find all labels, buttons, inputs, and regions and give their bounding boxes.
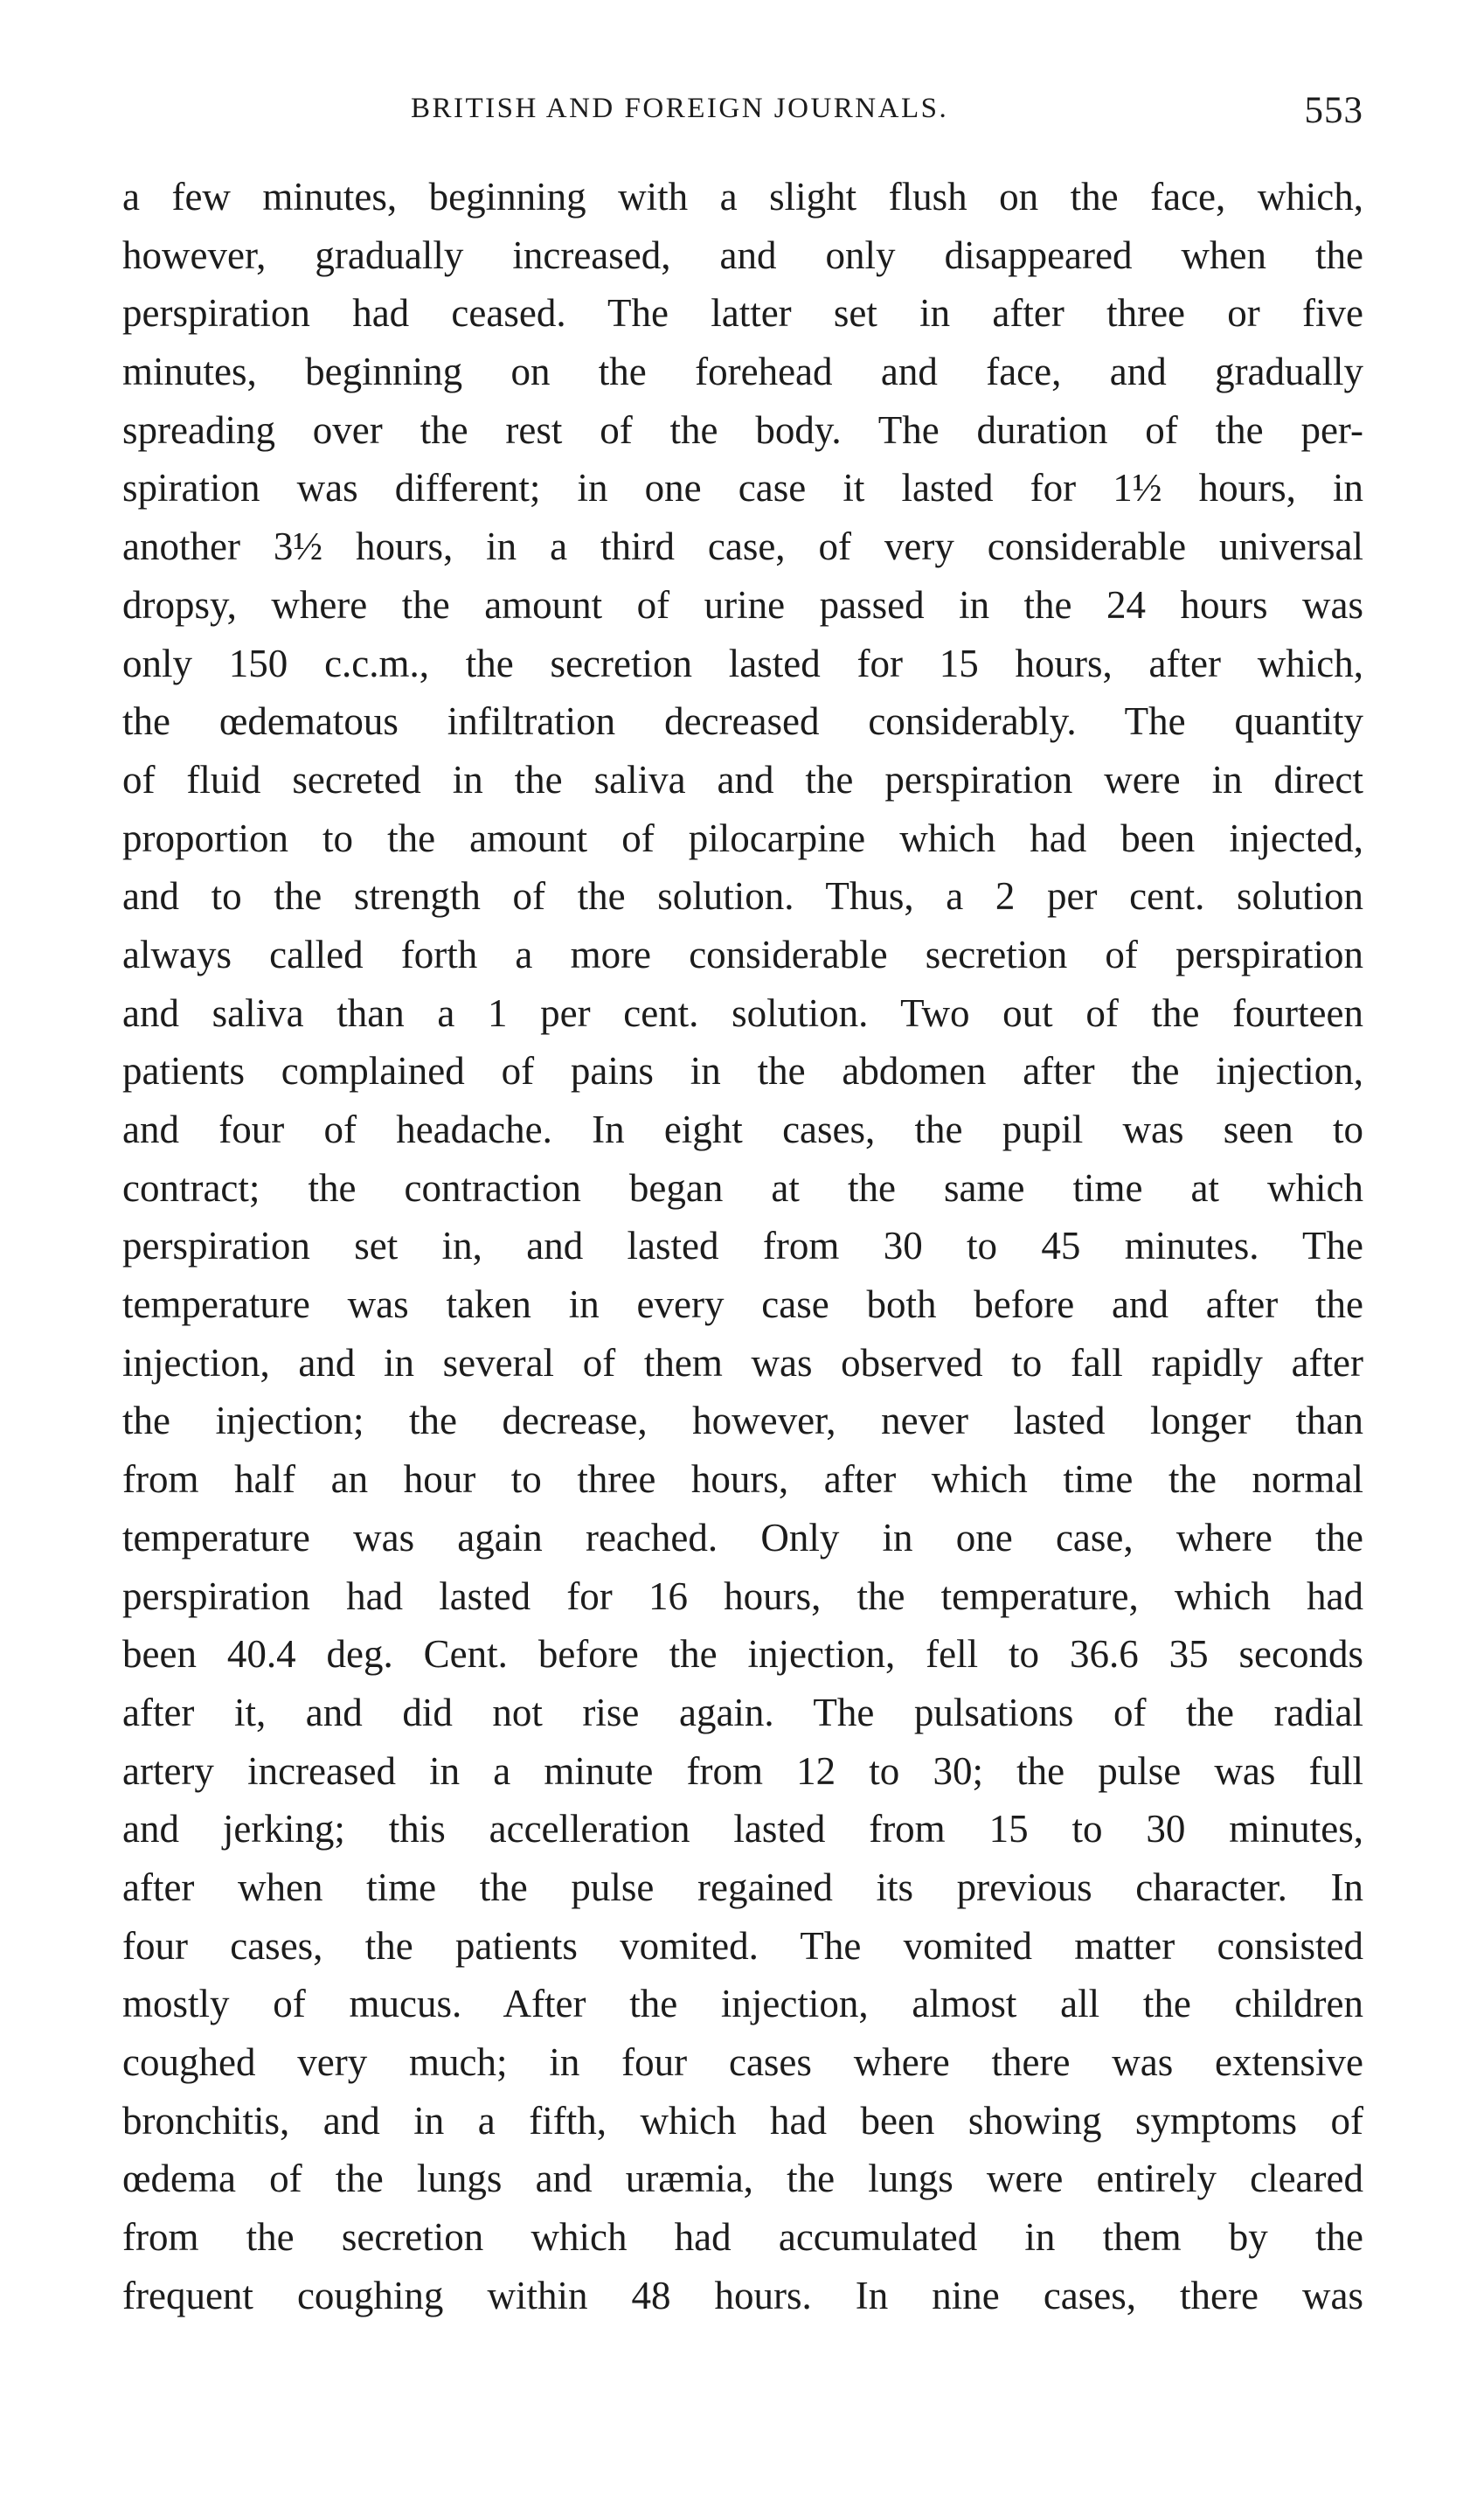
text-line: the œdematous infiltration decreased considerably. The quantity (122, 699, 1363, 744)
text-line: and saliva than a 1 per cent. solution. Two out of the fourteen (122, 990, 1363, 1035)
body-text (122, 168, 1363, 2324)
text-line: perspiration had ceased. The latter set in after three or five (122, 291, 1363, 336)
text-line: four cases, the patients vomited. The vomited matter consisted (122, 1923, 1363, 1968)
text-line: from half an hour to three hours, after which time the normal (122, 1457, 1363, 1502)
text-line: artery increased in a minute from 12 to 30; the pulse was full (122, 1748, 1363, 1793)
text-line: dropsy, where the amount of urine passed in the 24 hours was (122, 582, 1363, 627)
page-number: 553 (1304, 90, 1363, 131)
text-line: and to the strength of the solution. Thus, a 2 per cent. solution (122, 874, 1363, 919)
text-line: a few minutes, beginning with a slight flush on the face, which, (122, 175, 1363, 219)
text-line: contract; the contraction began at the same time at which (122, 1165, 1363, 1210)
text-line: minutes, beginning on the forehead and face, and gradually (122, 350, 1363, 394)
text-line: the injection; the decrease, however, never lasted longer than (122, 1399, 1363, 1443)
text-line: proportion to the amount of pilocarpine which had been injected, (122, 816, 1363, 860)
text-line: only 150 c.c.m., the secretion lasted for 15 hours, after which, (122, 641, 1363, 685)
running-title: BRITISH AND FOREIGN JOURNALS. (411, 93, 949, 124)
running-head (122, 89, 1363, 142)
text-line: from the secretion which had accumulated in them by the (122, 2215, 1363, 2260)
text-line: after it, and did not rise again. The pulsations of the radial (122, 1690, 1363, 1734)
text-line: perspiration had lasted for 16 hours, the temperature, which had (122, 1574, 1363, 1618)
text-line: spiration was different; in one case it lasted for 1½ hours, in (122, 466, 1363, 511)
text-line: another 3½ hours, in a third case, of very considerable universal (122, 525, 1363, 569)
text-line: temperature was taken in every case both before and after the (122, 1282, 1363, 1327)
text-line: however, gradually increased, and only disappeared when the (122, 233, 1363, 277)
text-line: and four of headache. In eight cases, the pupil was seen to (122, 1108, 1363, 1151)
text-line: injection, and in several of them was observed to fall rapidly after (122, 1340, 1363, 1385)
text-line: œdema of the lungs and uræmia, the lungs were entirely cleared (122, 2157, 1363, 2201)
text-line: temperature was again reached. Only in one case, where the (122, 1515, 1363, 1560)
text-line: patients complained of pains in the abdomen after the injection, (122, 1049, 1363, 1094)
text-line: spreading over the rest of the body. The duration of the per- (122, 407, 1363, 452)
text-line: perspiration set in, and lasted from 30 to 45 minutes. The (122, 1224, 1363, 1268)
text-line: always called forth a more considerable secretion of perspiration (122, 932, 1363, 976)
text-line: mostly of mucus. After the injection, almost all the children (122, 1982, 1363, 2026)
text-line: and jerking; this accelleration lasted from 15 to 30 minutes, (122, 1807, 1363, 1851)
text-line: after when time the pulse regained its previous character. In (122, 1865, 1363, 1909)
text-line: frequent coughing within 48 hours. In nine cases, there was (122, 2273, 1363, 2317)
text-line: bronchitis, and in a fifth, which had been showing symptoms of (122, 2098, 1363, 2143)
text-line: been 40.4 deg. Cent. before the injection, fell to 36.6 35 seconds (122, 1632, 1363, 1677)
text-line: coughed very much; in four cases where there was extensive (122, 2040, 1363, 2084)
text-line: of fluid secreted in the saliva and the perspiration were in direct (122, 757, 1363, 802)
